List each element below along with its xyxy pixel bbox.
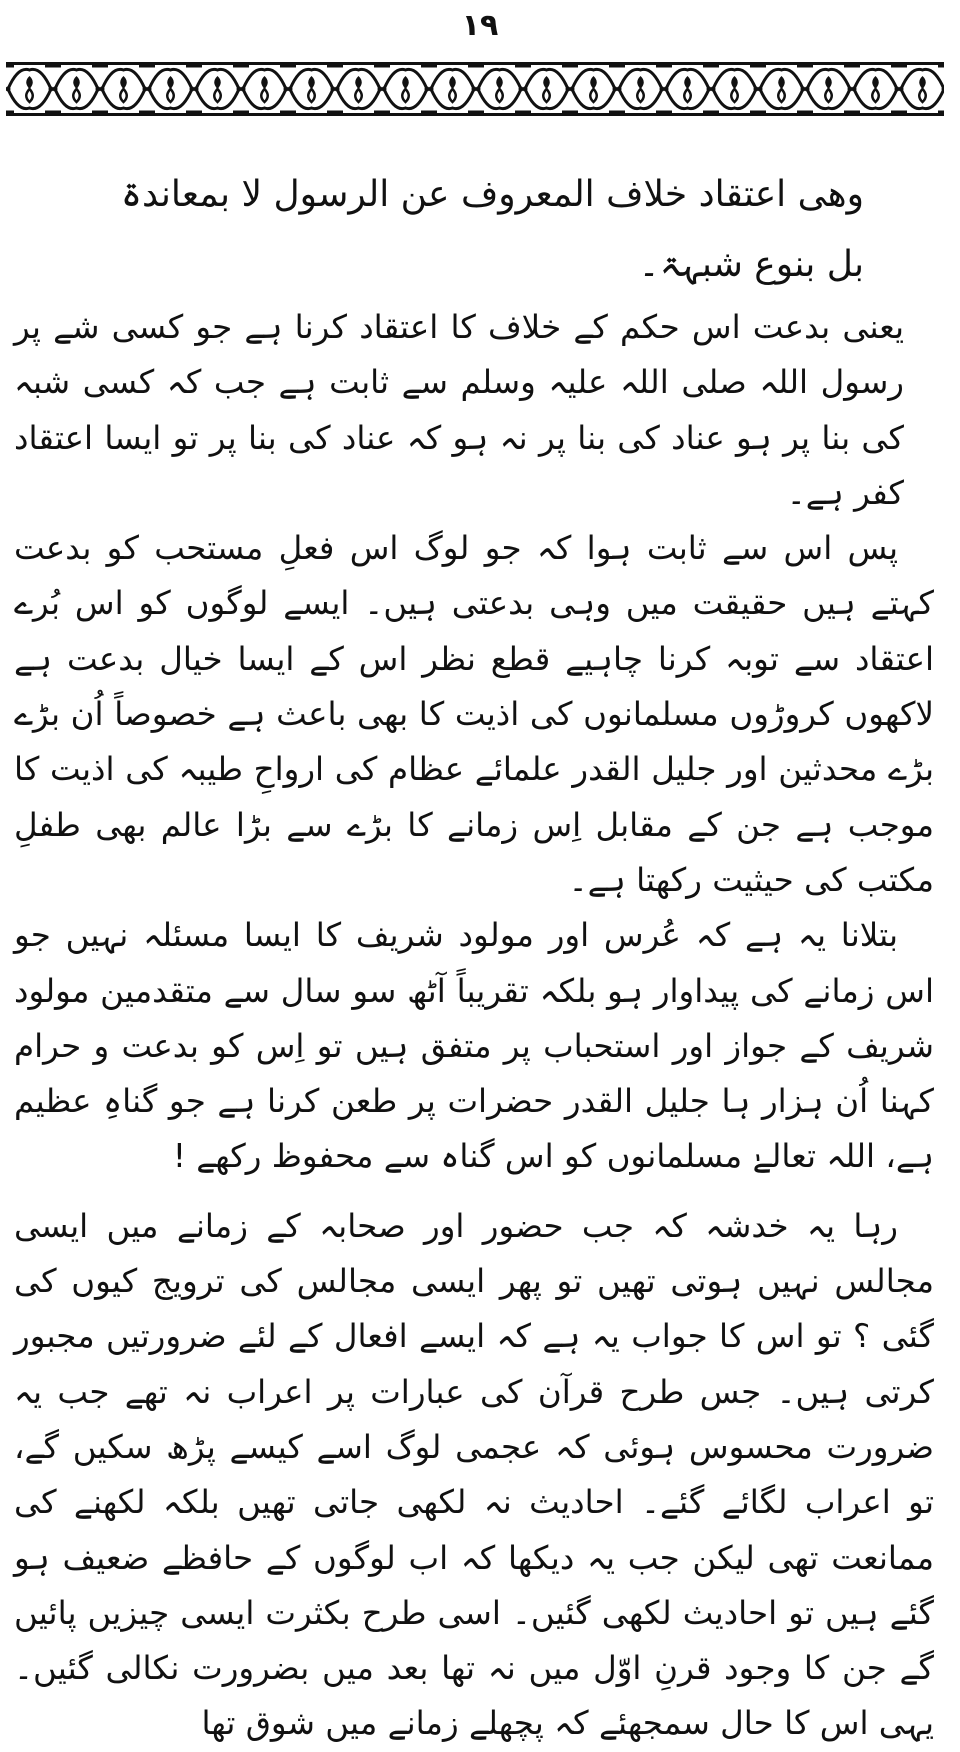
page-number: ۱۹ [461,8,499,43]
arabic-quote: وھی اعتقاد خلاف المعروف عن الرسول لا بمعاندۃ بل بنوع شبہۃ۔ [120,174,864,285]
page-content [14,160,934,1752]
ornamental-border [6,62,944,116]
translation-paragraph: یعنی بدعت اس حکم کے خلاف کا اعتقاد کرنا ہے جو کسی شے پر رسول اللہ صلی اللہ علیہ وسلم سے ثابت ہے جب کہ کسی شبہ کی بنا پر ہو عناد کی بنا پر نہ ہو کہ عناد کی بنا پر تو ایسا اعتقاد کفر ہے۔ [14,308,904,512]
body-paragraph: بتلانا یہ ہے کہ عُرس اور مولود شریف کا ایسا مسئلہ نہیں جو اس زمانے کی پیداوار ہو بلکہ تقریباً آٹھ سو سال سے متقدمین مولود شریف کے جواز اور استحباب پر متفق ہیں تو اِس کو بدعت و حرام کہنا اُن ہزار ہا جلیل القدر حضرات پر طعن کرنا ہے جو گناہِ عظیم ہے، اللہ تعالےٰ مسلمانوں کو اس گناہ سے محفوظ رکھے ! [14,916,934,1176]
body-paragraph: پس اس سے ثابت ہوا کہ جو لوگ اس فعلِ مستحب کو بدعت کہتے ہیں حقیقت میں وہی بدعتی ہیں۔ ایسے لوگوں کو اس بُرے اعتقاد سے توبہ کرنا چاہیے قطع نظر اس کے ایسا خیال بدعت ہے لاکھوں کروڑوں مسلمانوں کی اذیت کا بھی باعث ہے خصوصاً اُن بڑے بڑے محدثین اور جلیل القدر علمائے عظام کی ارواحِ طیبہ کی اذیت کا موجب ہے جن کے مقابل اِس زمانے کا بڑے سے بڑا عالم بھی طفلِ مکتب کی حیثیت رکھتا ہے۔ [14,529,934,899]
body-paragraph: رہا یہ خدشہ کہ جب حضور اور صحابہ کے زمانے میں ایسی مجالس نہیں ہوتی تھیں تو پھر ایسی مجالس کی ترویج کیوں کی گئی ؟ تو اس کا جواب یہ ہے کہ ایسے افعال کے لئے ضرورتیں مجبور کرتی ہیں۔ جس طرح قرآن کی عبارات پر اعراب نہ تھے جب یہ ضرورت محسوس ہوئی کہ عجمی لوگ اسے کیسے پڑھ سکیں گے، تو اعراب لگائے گئے۔ احادیث نہ لکھی جاتی تھیں بلکہ لکھنے کی ممانعت تھی لیکن جب یہ دیکھا کہ اب لوگوں کے حافظے ضعیف ہو گئے ہیں تو احادیث لکھی گئیں۔ اسی طرح بکثرت ایسی چیزیں پائیں گے جن کا وجود قرنِ اوّل میں نہ تھا بعد میں بضرورت نکالی گئیں۔ یہی اس کا حال سمجھئے کہ پچھلے زمانے میں شوق تھا [14,1206,934,1743]
